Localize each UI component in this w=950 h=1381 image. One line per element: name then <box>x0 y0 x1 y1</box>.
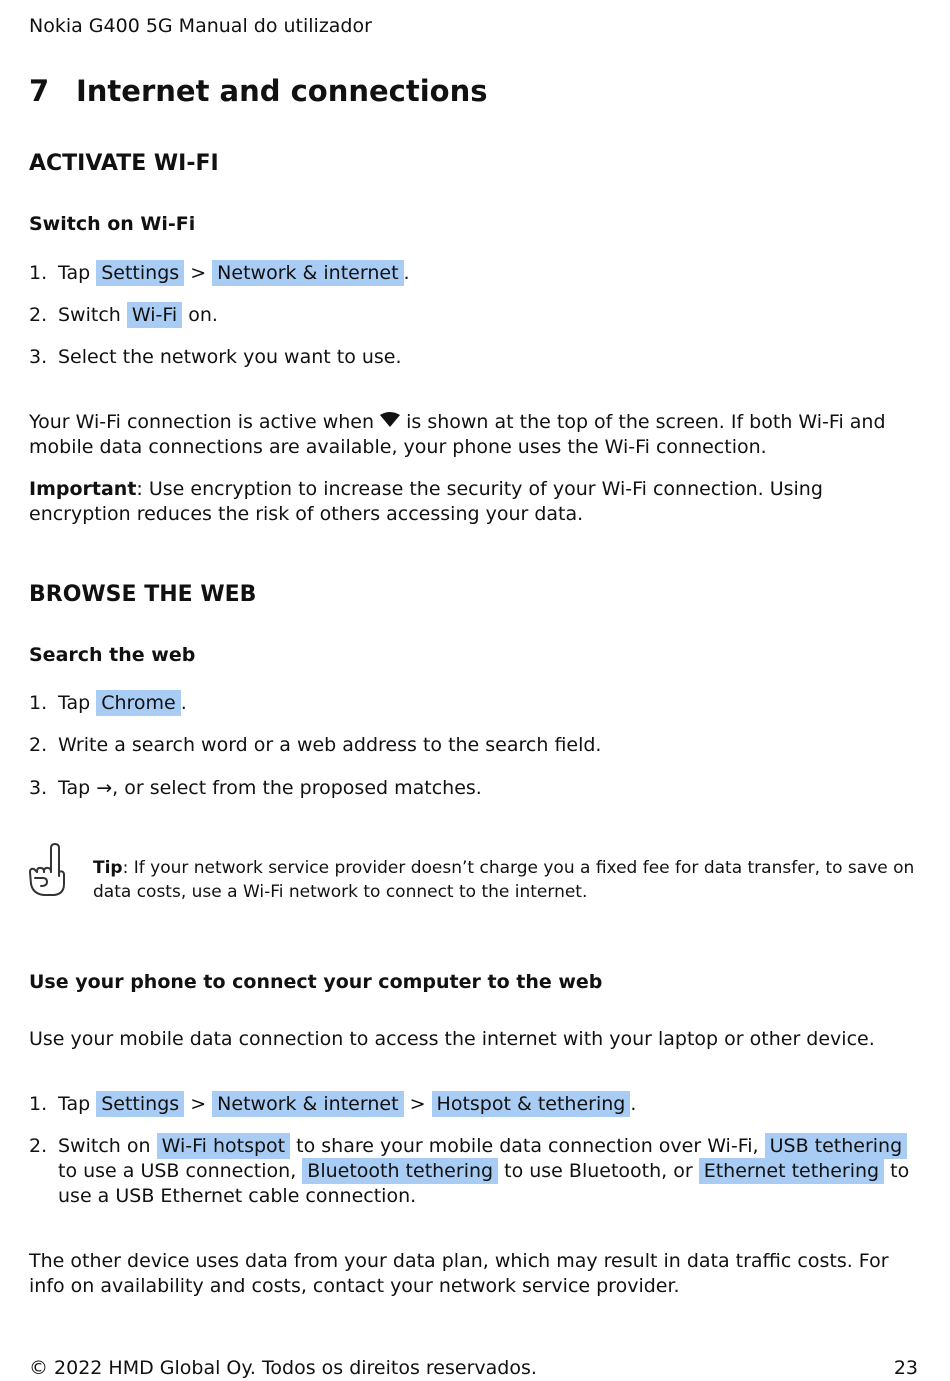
bluetooth-tethering-link[interactable]: Bluetooth tethering <box>302 1158 498 1184</box>
chapter-number: 7 <box>29 74 50 108</box>
chapter-name: Internet and connections <box>76 74 488 108</box>
chapter-title <box>29 72 918 110</box>
arrow-right-icon: → <box>96 777 113 799</box>
list-item: 3. Tap →, or select from the proposed matches. <box>29 777 482 799</box>
list-item: 2. Switch on Wi-Fi hotspot to share your mobile data connection over Wi-Fi, USB tethering to use a USB connection, Bluetooth tethering to use Bluetooth, or Ethernet tethering to use a USB Ethernet cable connection. <box>29 1135 910 1207</box>
important-label: Important <box>29 478 137 500</box>
network-internet-link[interactable]: Network & internet <box>212 1091 403 1117</box>
usb-tethering-link[interactable]: USB tethering <box>765 1133 908 1159</box>
hotspot-tethering-link[interactable]: Hotspot & tethering <box>432 1091 631 1117</box>
settings-link[interactable]: Settings <box>96 260 184 286</box>
page-number: 23 <box>893 1357 918 1379</box>
wifi-icon <box>380 412 400 428</box>
subheading-switch-on-wifi: Switch on Wi-Fi <box>29 213 196 235</box>
list-item: 1. Tap Chrome . <box>29 692 187 714</box>
section-heading-browse: BROWSE THE WEB <box>29 582 257 607</box>
list-item: 3. Select the network you want to use. <box>29 346 402 368</box>
list-item: 2. Write a search word or a web address to the search field. <box>29 734 602 756</box>
wifi-link[interactable]: Wi-Fi <box>127 302 182 328</box>
copyright: © 2022 HMD Global Oy. Todos os direitos reservados. <box>29 1357 537 1379</box>
ethernet-tethering-link[interactable]: Ethernet tethering <box>699 1158 884 1184</box>
list-item: 2. Switch Wi-Fi on. <box>29 304 218 326</box>
wifi-hotspot-link[interactable]: Wi-Fi hotspot <box>157 1133 291 1159</box>
chrome-link[interactable]: Chrome <box>96 690 181 716</box>
hand-pointing-icon <box>27 842 67 898</box>
page-footer <box>29 1356 918 1381</box>
section-heading-wifi: ACTIVATE WI-FI <box>29 151 219 176</box>
network-internet-link[interactable]: Network & internet <box>212 260 403 286</box>
list-item: 1. Tap Settings > Network & internet > Hotspot & tethering . <box>29 1093 637 1115</box>
tethering-outro: The other device uses data from your data plan, which may result in data traffic costs. For info on availability and costs, contact your network service provider. <box>29 1250 889 1297</box>
important-paragraph: Important: Use encryption to increase the security of your Wi-Fi connection. Using encryption reduces the risk of others accessing your data. <box>29 478 823 525</box>
settings-link[interactable]: Settings <box>96 1091 184 1117</box>
tip-label: Tip <box>93 858 123 878</box>
subheading-tethering: Use your phone to connect your computer to the web <box>29 971 603 993</box>
list-item: 1. Tap Settings > Network & internet . <box>29 262 410 284</box>
tip-text: Tip: If your network service provider doesn’t charge you a fixed fee for data transfer, to save on data costs, use a Wi-Fi network to connect to the internet. <box>93 858 915 902</box>
subheading-search-web: Search the web <box>29 644 196 666</box>
wifi-status-paragraph: Your Wi-Fi connection is active when is shown at the top of the screen. If both Wi-Fi and mobile data connections are available, your phone uses the Wi-Fi connection. <box>29 411 886 458</box>
tethering-intro: Use your mobile data connection to access the internet with your laptop or other device. <box>29 1028 875 1050</box>
page-header: Nokia G400 5G Manual do utilizador <box>29 15 372 37</box>
